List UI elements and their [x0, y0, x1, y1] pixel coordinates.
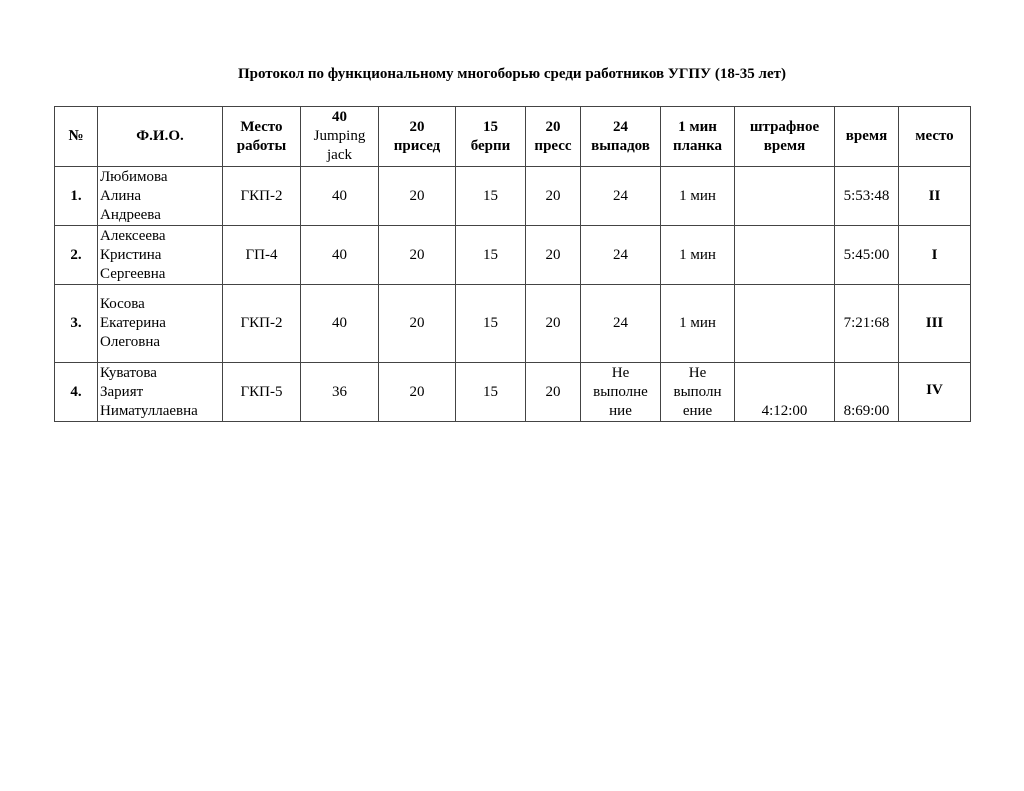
header-penalty-line: время: [763, 137, 806, 154]
header-fio-label: Ф.И.О.: [136, 128, 184, 144]
row-plank: 1 мин: [661, 226, 735, 285]
header-workplace-line: Место: [240, 118, 283, 135]
name-line: Зарият: [100, 383, 144, 400]
row-lunge: [581, 363, 661, 422]
plank-line: выполн: [673, 383, 722, 400]
row-num: 3.: [55, 285, 98, 363]
table-row: [55, 285, 971, 363]
row-place: IV: [899, 363, 971, 422]
header-burpee-line: 15: [483, 118, 498, 135]
row-lunge: 24: [581, 285, 661, 363]
row-squat: 20: [379, 167, 456, 226]
row-squat: 20: [379, 226, 456, 285]
name-line: Куватова: [100, 364, 157, 381]
row-workplace: ГП-4: [223, 226, 301, 285]
name-line: Андреева: [100, 206, 161, 223]
name-line: Екатерина: [100, 315, 166, 331]
lunge-line: ние: [609, 402, 632, 419]
header-press: [526, 107, 581, 167]
row-name: [98, 226, 223, 285]
row-lunge: 24: [581, 226, 661, 285]
header-workplace: [223, 107, 301, 167]
header-num-label: №: [68, 128, 84, 144]
row-name: [98, 285, 223, 363]
header-burpee: [456, 107, 526, 167]
row-burpee: 15: [456, 167, 526, 226]
results-table: [54, 106, 971, 422]
row-num: 4.: [55, 363, 98, 422]
header-press-line: пресс: [534, 137, 572, 154]
row-jumping-jack: 40: [301, 167, 379, 226]
row-lunge: 24: [581, 167, 661, 226]
header-squat-line: 20: [409, 118, 425, 135]
header-place-label: место: [915, 128, 954, 144]
row-plank: [661, 363, 735, 422]
page-title: Протокол по функциональному многоборью среди работников УГПУ (18-35 лет): [237, 66, 786, 82]
row-penalty: 4:12:00: [735, 363, 835, 422]
row-squat: 20: [379, 285, 456, 363]
row-penalty: [735, 167, 835, 226]
name-line: Любимова: [100, 168, 168, 185]
row-burpee: 15: [456, 285, 526, 363]
header-fio: [98, 107, 223, 167]
name-line: Алина: [100, 187, 142, 204]
row-workplace: ГКП-2: [223, 285, 301, 363]
row-press: 20: [526, 285, 581, 363]
row-press: 20: [526, 167, 581, 226]
row-time: 7:21:68: [835, 285, 899, 363]
header-plank-line: 1 мин: [678, 118, 717, 135]
header-plank-line: планка: [672, 137, 723, 154]
name-line: Сергеевна: [100, 265, 166, 282]
header-jumping-jack-line: jack: [327, 147, 352, 163]
row-penalty: [735, 285, 835, 363]
header-lunge-line: 24: [613, 118, 628, 135]
header-squat: [379, 107, 456, 167]
row-jumping-jack: 40: [301, 226, 379, 285]
header-num: [55, 107, 98, 167]
row-press: 20: [526, 363, 581, 422]
header-time: [835, 107, 899, 167]
row-squat: 20: [379, 363, 456, 422]
row-num: 1.: [55, 167, 98, 226]
row-burpee: 15: [456, 363, 526, 422]
row-name: [98, 167, 223, 226]
row-place: II: [899, 167, 971, 226]
header-jumping-jack-line: Jumping: [313, 128, 366, 144]
row-jumping-jack: 40: [301, 285, 379, 363]
table-row: [55, 167, 971, 226]
header-plank: [661, 107, 735, 167]
plank-line: Не: [688, 364, 707, 381]
table-row: [55, 363, 971, 422]
row-place: III: [899, 285, 971, 363]
header-jumping-jack: [301, 107, 379, 167]
header-penalty: [735, 107, 835, 167]
lunge-line: выполне: [593, 383, 648, 400]
header-place: [899, 107, 971, 167]
row-penalty: [735, 226, 835, 285]
header-time-label: время: [845, 128, 888, 144]
header-jumping-jack-line: 40: [332, 109, 347, 125]
row-num: 2.: [55, 226, 98, 285]
header-press-line: 20: [545, 118, 561, 135]
name-line: Алексеева: [100, 227, 166, 244]
row-plank: 1 мин: [661, 167, 735, 226]
row-time: 5:45:00: [835, 226, 899, 285]
row-workplace: ГКП-2: [223, 167, 301, 226]
row-place: I: [899, 226, 971, 285]
lunge-line: Не: [611, 364, 630, 381]
row-time: 8:69:00: [835, 363, 899, 422]
row-jumping-jack: 36: [301, 363, 379, 422]
row-time: 5:53:48: [835, 167, 899, 226]
header-lunge: [581, 107, 661, 167]
row-burpee: 15: [456, 226, 526, 285]
header-lunge-line: выпадов: [591, 137, 650, 154]
header-row: [55, 107, 971, 167]
row-name: [98, 363, 223, 422]
header-burpee-line: берпи: [470, 137, 511, 154]
header-workplace-line: работы: [236, 137, 287, 154]
row-plank: 1 мин: [661, 285, 735, 363]
name-line: Кристина: [100, 246, 162, 263]
plank-line: ение: [682, 402, 713, 419]
table-row: [55, 226, 971, 285]
name-line: Косова: [100, 296, 145, 312]
row-press: 20: [526, 226, 581, 285]
row-workplace: ГКП-5: [223, 363, 301, 422]
header-penalty-line: штрафное: [749, 118, 820, 135]
name-line: Олеговна: [100, 334, 161, 350]
name-line: Ниматуллаевна: [100, 402, 198, 419]
header-squat-line: присед: [393, 137, 441, 154]
